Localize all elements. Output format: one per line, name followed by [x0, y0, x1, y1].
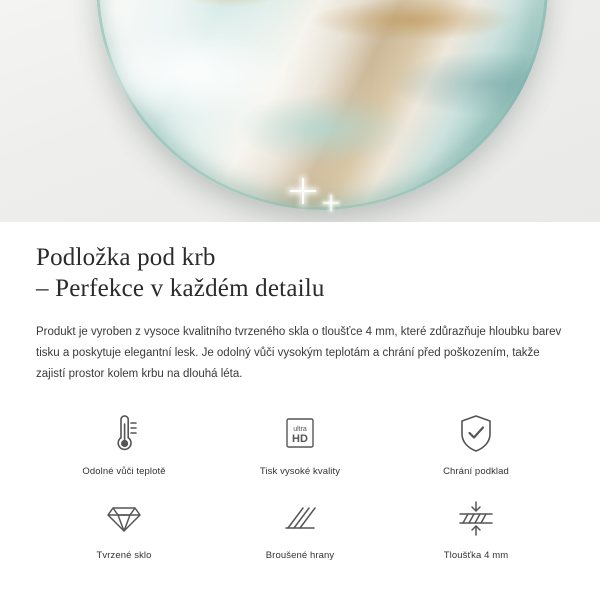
content-area: [0, 222, 600, 561]
feature-label: Tloušťka 4 mm: [443, 550, 509, 561]
feature-grid: [36, 411, 564, 561]
feature-item-temperature: [36, 411, 212, 477]
feature-label: Odolné vůči teplotě: [82, 466, 166, 477]
feature-label: Broušené hrany: [265, 550, 335, 561]
feature-item-polished-edges: [212, 495, 388, 561]
thickness-icon: [453, 495, 499, 541]
board-edge: [96, 0, 548, 210]
feature-item-surface-protection: [388, 411, 564, 477]
product-description-text: Produkt je vyroben z vysoce kvalitního tvrzeného skla o tloušťce 4 mm, které zdůrazňuje hloubku barev tisku a poskytuje elegantní lesk. Je odolný vůči vysokým teplotám a chrání před poškozením, takže zajistí prostor kolem krbu na dlouhá léta.: [36, 326, 562, 380]
diamond-icon: [102, 495, 146, 541]
product-photo-round-glass-board: [96, 0, 548, 210]
polished-edges-icon: [278, 495, 322, 541]
hero-image: [0, 0, 600, 222]
feature-item-tempered-glass: [36, 495, 212, 561]
page-title: [36, 242, 564, 304]
headline-line-1: Podložka pod krb: [36, 244, 216, 271]
feature-label: Chrání podklad: [443, 466, 509, 477]
shield-check-icon: [457, 411, 495, 457]
feature-label: Tvrzené sklo: [96, 550, 152, 561]
ultra-hd-icon: [279, 411, 321, 457]
ultra-badge-top: ultra: [293, 426, 307, 433]
feature-label: Tisk vysoké kvality: [259, 466, 341, 477]
hd-badge-bottom: HD: [292, 433, 308, 445]
feature-item-print-quality: [212, 411, 388, 477]
headline-line-2: – Perfekce v každém detailu: [36, 275, 325, 302]
feature-item-thickness: [388, 495, 564, 561]
thermometer-icon: [107, 411, 141, 457]
